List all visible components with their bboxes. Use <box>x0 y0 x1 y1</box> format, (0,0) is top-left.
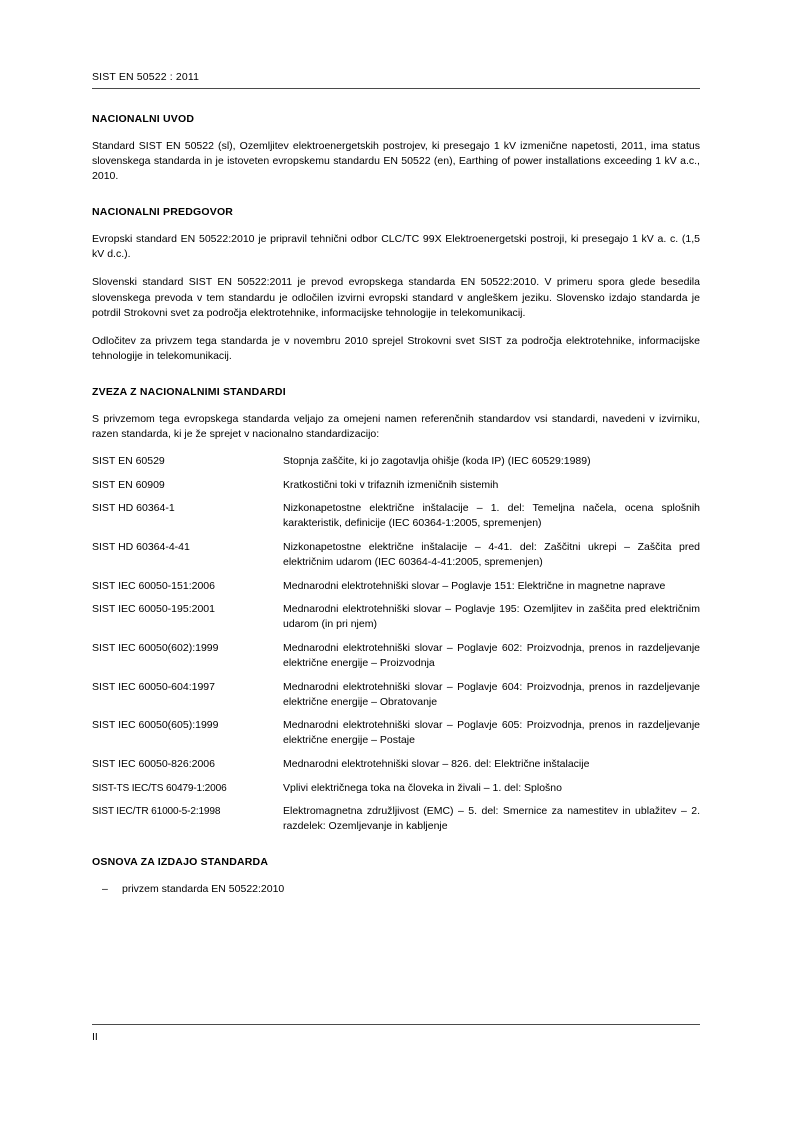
intro-paragraph: Standard SIST EN 50522 (sl), Ozemljitev elektroenergetskih postrojev, ki presegajo 1 kV izmenične napetosti, 2011, ima status slovenskega standarda in je istoveten evropskemu standardu EN 50522 (en), Earthing of power installations exceeding 1 kV a.c., 2010. <box>92 140 700 183</box>
spacer <box>92 399 700 412</box>
standard-code: SIST IEC/TR 61000-5-2:1998 <box>92 806 221 818</box>
standard-description: Elektromagnetna združljivost (EMC) – 5. del: Smernice za namestitev in ublažitev – 2. razdelek: Ozemljevanje in kabljenje <box>283 805 700 833</box>
standard-code: SIST HD 60364-1 <box>92 502 175 515</box>
standard-code: SIST IEC 60050-195:2001 <box>92 603 215 616</box>
spacer <box>92 834 700 855</box>
standard-description: Kratkostični toki v trifaznih izmeničnih sistemih <box>283 478 499 491</box>
standard-code: SIST IEC 60050-604:1997 <box>92 680 215 693</box>
spacer <box>92 442 700 454</box>
section-title-nacionalni-uvod: NACIONALNI UVOD <box>92 113 195 125</box>
foreword-paragraph-2: Slovenski standard SIST EN 50522:2011 je prevod evropskega standarda EN 50522:2010. V primeru spora glede besedila slovenskega prevoda v tem standardu je odločilen izvirni evropski standard v angleškem jeziku. Slovensko izdajo standarda je potrdil Strokovni svet za področja elektrotehnike, informacijske tehnologije in telekomunikacij. <box>92 276 700 319</box>
standard-description: Mednarodni elektrotehniški slovar – Poglavje 195: Ozemljitev in zaščita pred električnim udarom (in pri njem) <box>283 603 700 631</box>
standard-code: SIST EN 60909 <box>92 478 165 491</box>
standard-code: SIST-TS IEC/TS 60479-1:2006 <box>92 782 227 794</box>
basis-list-item-label: privzem standarda EN 50522:2010 <box>122 883 285 896</box>
standard-reference-row <box>92 478 700 493</box>
standard-reference-row <box>92 781 700 796</box>
spacer <box>92 262 700 275</box>
spacer <box>92 364 700 385</box>
standard-code: SIST IEC 60050-151:2006 <box>92 579 215 592</box>
spacer <box>92 184 700 205</box>
standard-reference-row <box>92 680 700 710</box>
standard-description: Mednarodni elektrotehniški slovar – Poglavje 151: Električne in magnetne naprave <box>283 579 666 592</box>
section-title-nacionalni-predgovor: NACIONALNI PREDGOVOR <box>92 206 234 219</box>
standard-code: SIST IEC 60050(602):1999 <box>92 641 219 654</box>
standard-description: Mednarodni elektrotehniški slovar – Poglavje 602: Proizvodnja, prenos in razdeljevanje električne energije – Proizvodnja <box>283 641 700 670</box>
standard-description: Mednarodni elektrotehniški slovar – Poglavje 605: Proizvodnja, prenos in razdeljevanje električne energije – Postaje <box>283 719 700 747</box>
standard-reference-row <box>92 718 700 748</box>
standard-reference-row <box>92 540 700 570</box>
header-divider <box>92 88 700 89</box>
standard-code: SIST HD 60364-4-41 <box>92 541 190 553</box>
basis-list-item <box>102 882 700 897</box>
foreword-paragraph-1: Evropski standard EN 50522:2010 je pripravil tehnični odbor CLC/TC 99X Elektroenergetski postroji, ki presegajo 1 kV a. c. (1,5 kV d.c.). <box>92 233 700 261</box>
standard-reference-row <box>92 602 700 632</box>
document-body <box>92 112 700 898</box>
standard-description: Vplivi električnega toka na človeka in živali – 1. del: Splošno <box>283 781 562 794</box>
standard-reference-row <box>92 757 700 772</box>
page-number: II <box>92 1031 98 1043</box>
spacer <box>92 869 700 882</box>
standard-description: Stopnja zaščite, ki jo zagotavlja ohišje (koda IP) (IEC 60529:1989) <box>283 455 591 468</box>
standard-reference-row <box>92 579 700 594</box>
standard-description: Nizkonapetostne električne inštalacije – 4-41. del: Zaščitni ukrepi – Zaščita pred električnim udarom (IEC 60364-4-41:2005, spremenjen) <box>283 541 700 569</box>
document-footer <box>92 1024 700 1044</box>
standard-reference-row <box>92 501 700 531</box>
standard-description: Nizkonapetostne električne inštalacije – 1. del: Temeljna načela, ocena splošnih karakteristik, definicije (IEC 60364-1:2005, spremenjen) <box>283 502 700 530</box>
standard-code: SIST IEC 60050-826:2006 <box>92 758 215 771</box>
standard-reference-row <box>92 804 700 834</box>
standard-code: SIST EN 60529 <box>92 455 165 468</box>
standards-reference-list <box>92 454 700 834</box>
footer-divider <box>92 1024 700 1025</box>
running-title: SIST EN 50522 : 2011 <box>92 71 200 83</box>
spacer <box>92 321 700 334</box>
document-header <box>92 70 700 89</box>
relations-paragraph: S privzemom tega evropskega standarda veljajo za omejeni namen referenčnih standardov vsi standardi, navedeni v izvirniku, razen standarda, ki je že sprejet v nacionalno standardizacijo: <box>92 412 700 441</box>
standard-reference-row <box>92 641 700 671</box>
spacer <box>92 219 700 232</box>
bullet-dash-icon: – <box>102 883 108 896</box>
section-title-zveza-z-nacionalnimi-standardi: ZVEZA Z NACIONALNIMI STANDARDI <box>92 385 286 398</box>
spacer <box>92 126 700 139</box>
section-title-osnova-za-izdajo-standarda: OSNOVA ZA IZDAJO STANDARDA <box>92 856 269 869</box>
standard-description: Mednarodni elektrotehniški slovar – Poglavje 604: Proizvodnja, prenos in razdeljevanje električne energije – Obratovanje <box>283 680 700 708</box>
foreword-paragraph-3: Odločitev za privzem tega standarda je v novembru 2010 sprejel Strokovni svet SIST za področja elektrotehnike, informacijske tehnologije in telekomunikacij. <box>92 334 700 362</box>
standard-reference-row <box>92 454 700 469</box>
standard-code: SIST IEC 60050(605):1999 <box>92 719 219 732</box>
standard-description: Mednarodni elektrotehniški slovar – 826. del: Električne inštalacije <box>283 758 590 771</box>
